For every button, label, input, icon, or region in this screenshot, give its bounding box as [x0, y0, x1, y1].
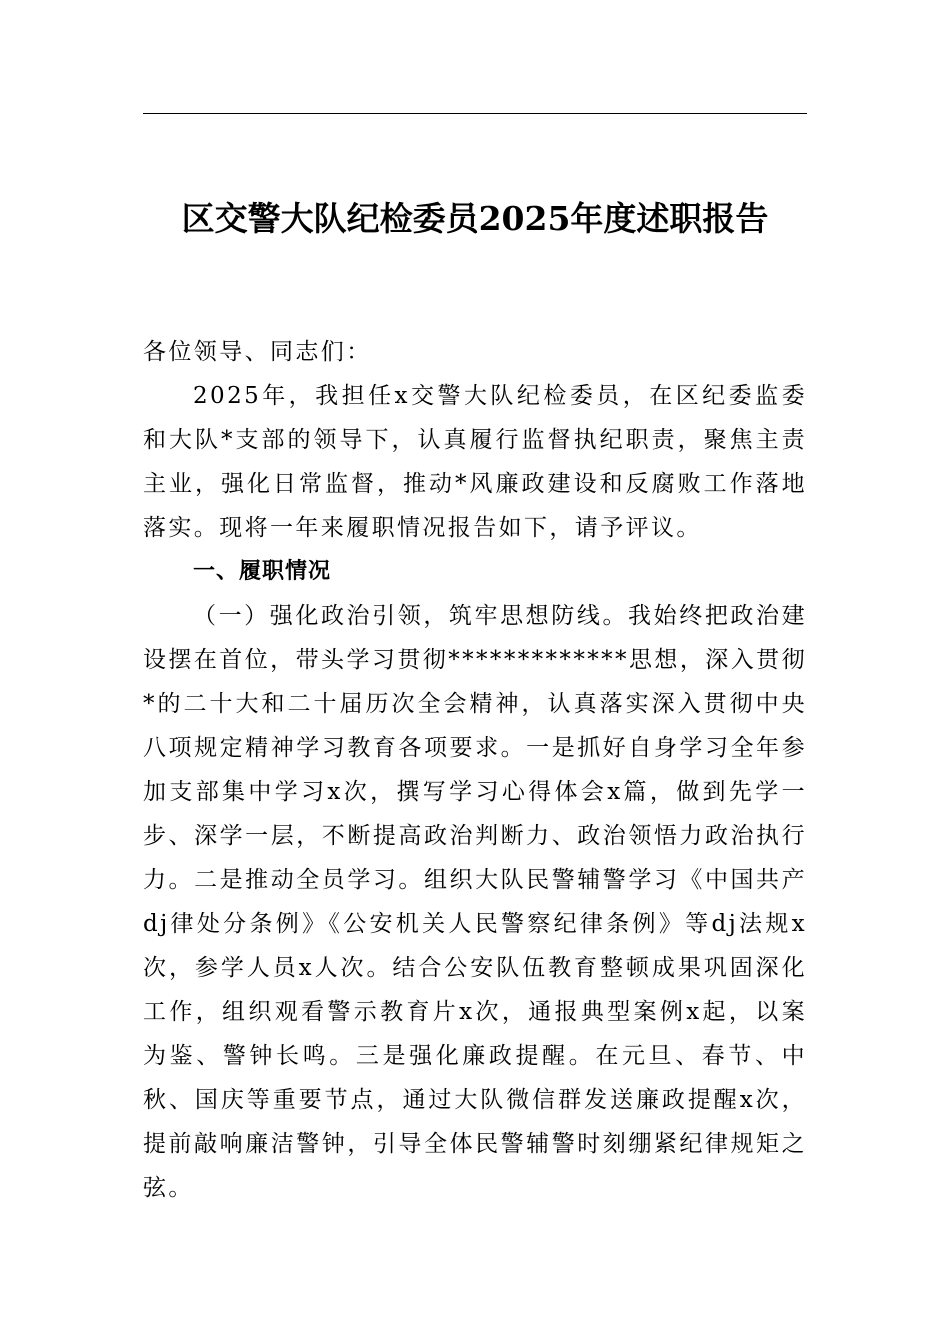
- intro-paragraph: 2025年，我担任x交警大队纪检委员，在区纪委监委和大队*支部的领导下，认真履行监督执纪职责，聚焦主责主业，强化日常监督，推动*风廉政建设和反腐败工作落地落实。现将一年来履职情况报告如下，请予评议。: [143, 383, 807, 541]
- salutation: 各位领导、同志们：: [143, 339, 372, 365]
- page-title: 区交警大队纪检委员2025年度述职报告: [181, 199, 769, 238]
- header-rule: [143, 113, 807, 114]
- document-body: [143, 330, 807, 1210]
- body-paragraph: （一）强化政治引领，筑牢思想防线。我始终把政治建设摆在首位，带头学习贯彻*************思想，深入贯彻*的二十大和二十届历次全会精神，认真落实深入贯彻中央八项规定精神学习教育各项要求。一是抓好自身学习全年参加支部集中学习x次，撰写学习心得体会x篇，做到先学一步、深学一层，不断提高政治判断力、政治领悟力政治执行力。二是推动全员学习。组织大队民警辅警学习《中国共产dj律处分条例》《公安机关人民警察纪律条例》等dj法规x次，参学人员x人次。结合公安队伍教育整顿成果巩固深化工作，组织观看警示教育片x次，通报典型案例x起，以案为鉴、警钟长鸣。三是强化廉政提醒。在元旦、春节、中秋、国庆等重要节点，通过大队微信群发送廉政提醒x次，提前敲响廉洁警钟，引导全体民警辅警时刻绷紧纪律规矩之弦。: [143, 603, 807, 1201]
- section-heading: 一、履职情况: [193, 559, 332, 584]
